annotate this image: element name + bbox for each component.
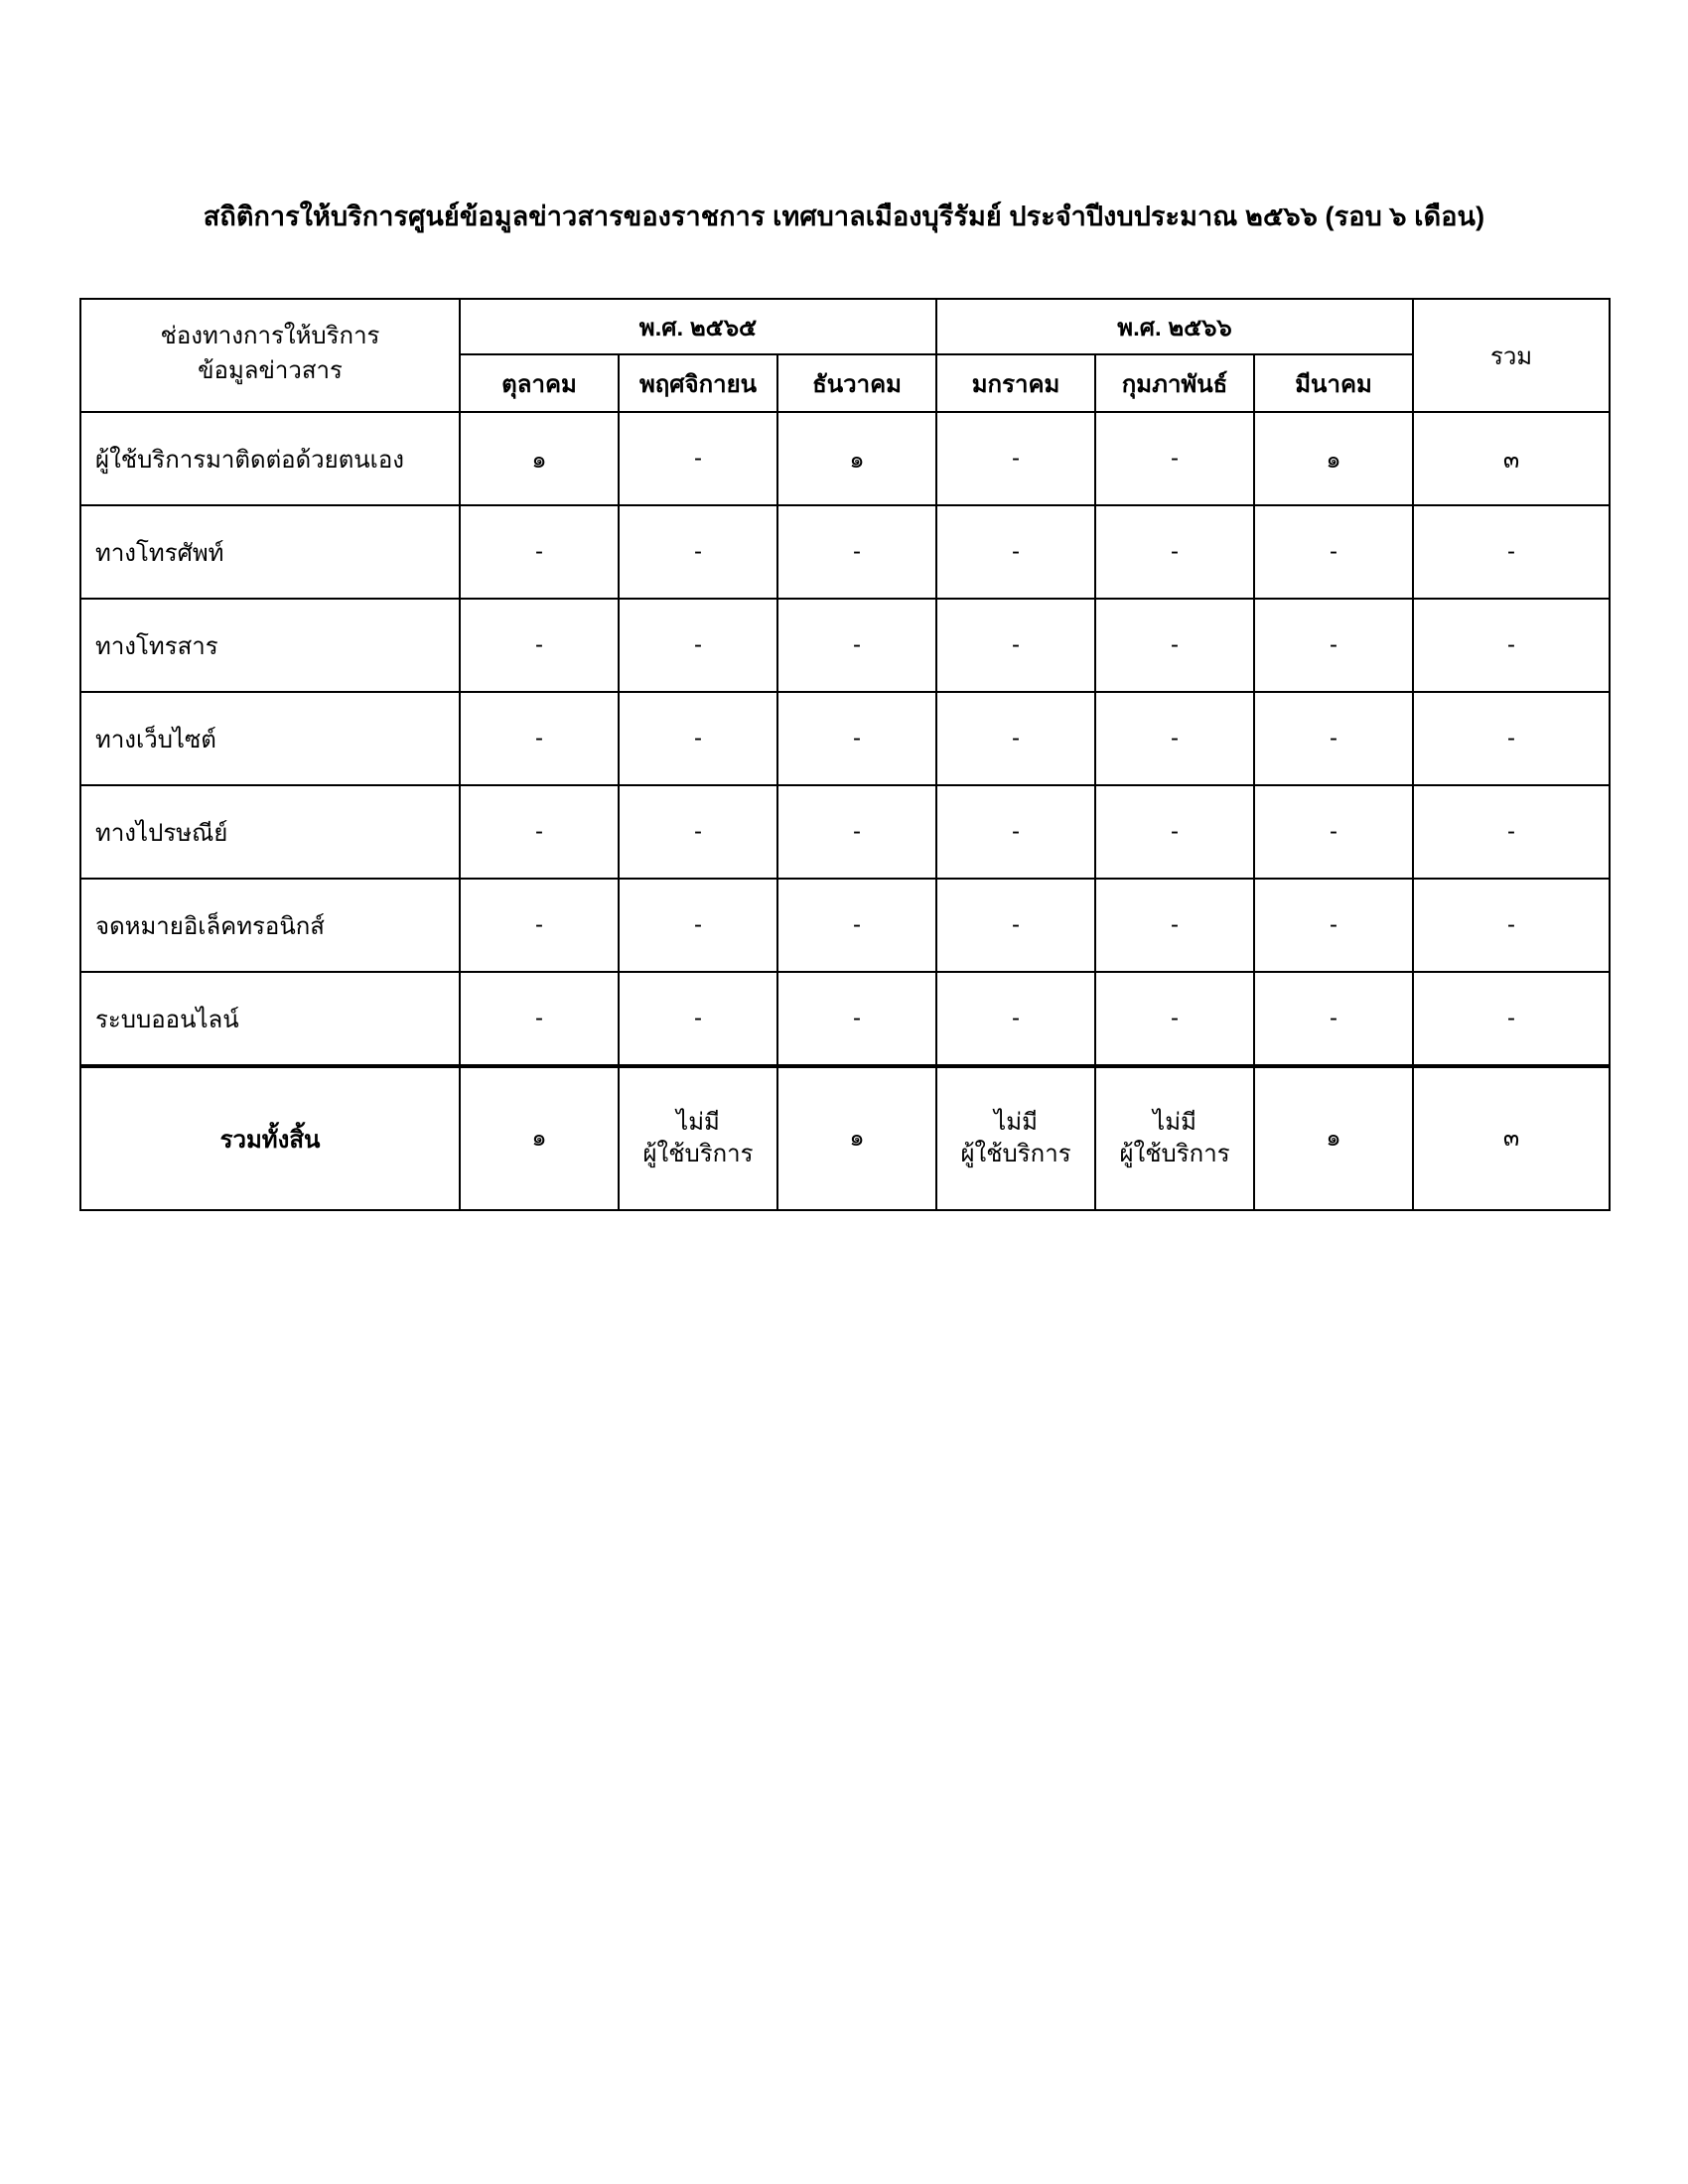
cell-telephone-january: - <box>936 505 1095 599</box>
table-row <box>80 505 1610 599</box>
summary-cell-november <box>619 1066 777 1210</box>
cell-online-february: - <box>1095 972 1254 1066</box>
header-total: รวม <box>1413 299 1610 412</box>
statistics-table <box>79 298 1611 1211</box>
summary-december-line1: ๑ <box>849 1124 865 1152</box>
cell-website-january: - <box>936 692 1095 785</box>
table-row <box>80 879 1610 972</box>
cell-email-march: - <box>1254 879 1413 972</box>
cell-in-person-january: - <box>936 412 1095 505</box>
cell-fax-february: - <box>1095 599 1254 692</box>
cell-website-october: - <box>460 692 619 785</box>
header-channel-line1: ช่องทางการให้บริการ <box>160 323 380 350</box>
cell-website-february: - <box>1095 692 1254 785</box>
header-year-2565: พ.ศ. ๒๕๖๕ <box>460 299 936 354</box>
cell-email-october: - <box>460 879 619 972</box>
cell-telephone-february: - <box>1095 505 1254 599</box>
cell-fax-october: - <box>460 599 619 692</box>
cell-telephone-december: - <box>777 505 936 599</box>
summary-november-line1: ไม่มี <box>676 1108 720 1136</box>
header-channel-line2: ข้อมูลข่าวสาร <box>198 357 343 384</box>
summary-cell-total: ๓ <box>1413 1066 1610 1210</box>
cell-fax-march: - <box>1254 599 1413 692</box>
cell-in-person-february: - <box>1095 412 1254 505</box>
table-body <box>80 412 1610 1210</box>
row-label-online-system: ระบบออนไลน์ <box>80 972 460 1066</box>
summary-cell-february <box>1095 1066 1254 1210</box>
summary-january-line1: ไม่มี <box>994 1108 1038 1136</box>
table-row <box>80 599 1610 692</box>
summary-january-line2: ผู้ใช้บริการ <box>960 1141 1071 1167</box>
summary-cell-january <box>936 1066 1095 1210</box>
cell-post-total: - <box>1413 785 1610 879</box>
row-label-post: ทางไปรษณีย์ <box>80 785 460 879</box>
cell-website-december: - <box>777 692 936 785</box>
cell-post-january: - <box>936 785 1095 879</box>
cell-in-person-october: ๑ <box>460 412 619 505</box>
cell-email-february: - <box>1095 879 1254 972</box>
row-label-fax: ทางโทรสาร <box>80 599 460 692</box>
row-label-email: จดหมายอิเล็คทรอนิกส์ <box>80 879 460 972</box>
cell-fax-total: - <box>1413 599 1610 692</box>
row-label-telephone: ทางโทรศัพท์ <box>80 505 460 599</box>
summary-row <box>80 1066 1610 1210</box>
cell-online-october: - <box>460 972 619 1066</box>
cell-post-february: - <box>1095 785 1254 879</box>
header-month-january: มกราคม <box>936 354 1095 412</box>
header-row-year <box>80 299 1610 354</box>
summary-cell-october <box>460 1066 619 1210</box>
table-row <box>80 692 1610 785</box>
header-month-december: ธันวาคม <box>777 354 936 412</box>
cell-post-november: - <box>619 785 777 879</box>
table-header <box>80 299 1610 412</box>
header-year-2566: พ.ศ. ๒๕๖๖ <box>936 299 1413 354</box>
cell-fax-january: - <box>936 599 1095 692</box>
row-label-website: ทางเว็บไซต์ <box>80 692 460 785</box>
summary-label: รวมทั้งสิ้น <box>80 1066 460 1210</box>
cell-telephone-november: - <box>619 505 777 599</box>
cell-online-december: - <box>777 972 936 1066</box>
header-channel <box>80 299 460 412</box>
cell-website-total: - <box>1413 692 1610 785</box>
header-month-february: กุมภาพันธ์ <box>1095 354 1254 412</box>
summary-cell-december <box>777 1066 936 1210</box>
cell-online-november: - <box>619 972 777 1066</box>
cell-in-person-november: - <box>619 412 777 505</box>
table-row <box>80 785 1610 879</box>
cell-telephone-october: - <box>460 505 619 599</box>
cell-fax-november: - <box>619 599 777 692</box>
table-row <box>80 972 1610 1066</box>
cell-telephone-march: - <box>1254 505 1413 599</box>
header-month-march: มีนาคม <box>1254 354 1413 412</box>
cell-post-march: - <box>1254 785 1413 879</box>
cell-post-october: - <box>460 785 619 879</box>
cell-email-november: - <box>619 879 777 972</box>
statistics-table-container <box>79 298 1609 1211</box>
summary-november-line2: ผู้ใช้บริการ <box>642 1141 754 1167</box>
table-row <box>80 412 1610 505</box>
cell-fax-december: - <box>777 599 936 692</box>
header-month-november: พฤศจิกายน <box>619 354 777 412</box>
header-month-october: ตุลาคม <box>460 354 619 412</box>
summary-february-line2: ผู้ใช้บริการ <box>1119 1141 1230 1167</box>
cell-telephone-total: - <box>1413 505 1610 599</box>
row-label-in-person: ผู้ใช้บริการมาติดต่อด้วยตนเอง <box>80 412 460 505</box>
cell-in-person-total: ๓ <box>1413 412 1610 505</box>
cell-website-march: - <box>1254 692 1413 785</box>
cell-online-january: - <box>936 972 1095 1066</box>
cell-post-december: - <box>777 785 936 879</box>
cell-website-november: - <box>619 692 777 785</box>
cell-in-person-december: ๑ <box>777 412 936 505</box>
summary-october-line1: ๑ <box>531 1124 547 1152</box>
cell-email-december: - <box>777 879 936 972</box>
cell-email-total: - <box>1413 879 1610 972</box>
cell-online-march: - <box>1254 972 1413 1066</box>
cell-email-january: - <box>936 879 1095 972</box>
cell-in-person-march: ๑ <box>1254 412 1413 505</box>
summary-march-line1: ๑ <box>1326 1124 1341 1152</box>
summary-cell-march <box>1254 1066 1413 1210</box>
summary-february-line1: ไม่มี <box>1153 1108 1196 1136</box>
cell-online-total: - <box>1413 972 1610 1066</box>
page-title: สถิติการให้บริการศูนย์ข้อมูลข่าวสารของราชการ เทศบาลเมืองบุรีรัมย์ ประจำปีงบประมาณ ๒๕๖๖ (รอบ ๖ เดือน) <box>203 202 1485 231</box>
